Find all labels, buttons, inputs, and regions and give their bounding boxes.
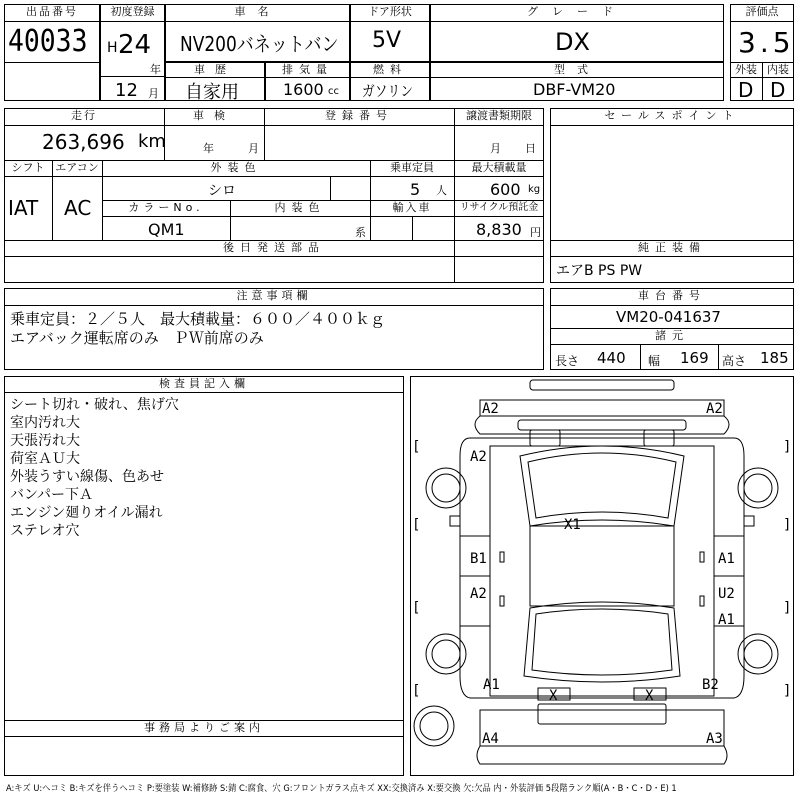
mark-right-front-door: A1 [718, 551, 735, 567]
mark-roof: X1 [564, 517, 581, 533]
mark-tail-right: X [645, 688, 654, 704]
int-label: 内装 [767, 63, 789, 76]
later-parts-label: 後日発送部品 [223, 241, 325, 254]
door-type: 5V [372, 28, 402, 53]
wid-label: 幅 [648, 354, 661, 368]
inspector-line-7: エンジン廻りオイル漏れ [10, 505, 163, 521]
intcolor-label: 内装色 [274, 201, 326, 214]
caution-line-1: 乗車定員：２／５人 最大積載量：６００／４００ｋｇ [10, 310, 386, 328]
inspect-label: 車検 [193, 109, 235, 122]
grade-label: グレード [527, 5, 627, 18]
color-label: 外装色 [210, 161, 262, 174]
int-grade: D [770, 78, 786, 102]
lot-label: 出品番号 [26, 5, 78, 18]
transfer-label: 譲渡書類期限 [466, 109, 532, 122]
car-name: NV200バネットバン [180, 32, 339, 56]
hei-label: 高さ [722, 354, 747, 368]
mileage: 263,696 [42, 130, 125, 154]
displacement: 1600 [283, 80, 324, 99]
mark-right-rear-door: U2 [718, 586, 735, 602]
caution-line-2: エアバック運転席のみ ＰＷ前席のみ [10, 329, 264, 347]
legend: A:キズ U:ヘコミ B:キズを伴うヘコミ P:要塗装 W:補修跡 S:錆 C:腐食、穴 G:フロントガラス点キズ XX:交換済み X:要交換 欠:欠品 内・外装評価 5段階ランク順(A・B・C・D・E) 1 [6, 784, 677, 794]
car-diagram [410, 376, 794, 776]
equip: エアB PS PW [556, 263, 643, 279]
equip-label: 純正装備 [638, 241, 706, 254]
load-unit: kg [528, 184, 541, 195]
month-unit: 月 [148, 87, 159, 100]
height: 185 [760, 349, 789, 367]
lot-number: 40033 [8, 24, 88, 59]
plate-label: 登録番号 [325, 109, 393, 122]
score-label: 評価点 [745, 5, 779, 18]
len-label: 長さ [555, 354, 580, 368]
name-label: 車名 [234, 5, 281, 18]
inspector-line-5: 外装うすい線傷、色あせ [10, 469, 164, 485]
year-unit: 年 [150, 63, 161, 76]
mileage-unit: km [138, 131, 166, 152]
mark-left-front-door: B1 [470, 551, 487, 567]
recycle-label: リサイクル預託金 [459, 202, 539, 213]
length: 440 [597, 349, 626, 367]
shift: IAT [8, 196, 39, 220]
mark-fl-bumper: A2 [482, 401, 499, 417]
mark-rear-bumper-left: A4 [482, 731, 499, 747]
shift-label: シフト [11, 161, 45, 174]
capacity: 5 [410, 180, 421, 199]
sales-label: セールスポイント [604, 109, 740, 122]
cap-unit: 人 [436, 184, 447, 197]
mileage-label: 走行 [71, 109, 97, 122]
mark-left-rear-door: A2 [470, 586, 487, 602]
transfer-day: 日 [525, 142, 536, 155]
bracket-close-3: ] [783, 600, 792, 616]
max-load: 600 [490, 180, 521, 199]
score: 3.5 [738, 26, 795, 59]
office-label: 事務局よりご案内 [144, 721, 264, 734]
model: DBF-VM20 [533, 80, 616, 99]
import-label: 輸入車 [392, 201, 432, 214]
code-label: カラーNo. [128, 201, 204, 214]
mark-tail-left: X [549, 688, 558, 704]
width: 169 [680, 349, 709, 367]
caution-label: 注意事項欄 [236, 289, 312, 302]
mark-right-rear: B2 [702, 677, 719, 693]
mark-right-rear-fender: A1 [718, 612, 735, 628]
bracket-close-4: ] [783, 683, 792, 699]
bracket-open-1: [ [412, 439, 421, 455]
ext-grade: D [738, 78, 754, 102]
inspector-line-6: バンパー下Ａ [10, 487, 94, 503]
mark-left-rear: A1 [483, 677, 500, 693]
bracket-open-4: [ [412, 683, 421, 699]
reg-month: 12 [115, 80, 138, 101]
dims-label: 諸元 [655, 329, 689, 342]
mark-hood: A2 [470, 449, 487, 465]
inspector-line-1: シート切れ・破れ、焦げ穴 [10, 397, 179, 413]
recycle-unit: 円 [530, 226, 541, 239]
fuel-label: 燃料 [373, 63, 407, 76]
recycle-fee: 8,830 [476, 220, 522, 239]
door-label: ドア形状 [368, 5, 412, 18]
inspector-line-2: 室内汚れ大 [10, 415, 80, 431]
sales-box [550, 108, 794, 241]
chassis-label: 車台番号 [638, 289, 706, 302]
chassis-number: VM20-041637 [616, 308, 721, 326]
mark-rear-bumper-right: A3 [706, 731, 723, 747]
reg-label: 初度登録 [110, 5, 155, 18]
history: 自家用 [185, 82, 239, 103]
load-label: 最大積載量 [471, 161, 527, 174]
ext-label: 外装 [735, 63, 757, 76]
color-code: QM1 [148, 220, 185, 239]
reg-year: 24 [118, 30, 152, 60]
fuel: ガソリン [362, 82, 414, 100]
bracket-open-3: [ [412, 600, 421, 616]
disp-unit: cc [328, 86, 339, 97]
disp-label: 排気量 [282, 63, 333, 76]
inspector-line-8: ステレオ穴 [10, 523, 80, 539]
ac-label: エアコン [55, 161, 99, 174]
intcolor-unit: 系 [355, 226, 366, 239]
bracket-close-1: ] [783, 439, 792, 455]
inspector-label: 検査員記入欄 [159, 377, 249, 390]
transfer-month: 月 [490, 142, 501, 155]
ac: AC [64, 196, 92, 220]
model-label: 型式 [554, 63, 600, 76]
cap-label: 乗車定員 [390, 161, 434, 174]
history-label: 車歴 [194, 63, 236, 76]
bracket-open-2: [ [412, 517, 421, 533]
inspector-line-4: 荷室ＡＵ大 [10, 451, 80, 467]
inspect-year: 年 [203, 142, 214, 155]
inspect-month: 月 [248, 142, 259, 155]
mark-fr-bumper: A2 [706, 401, 723, 417]
bracket-close-2: ] [783, 517, 792, 533]
inspector-line-3: 天張汚れ大 [10, 433, 80, 449]
grade: DX [555, 28, 590, 56]
ext-color: シロ [208, 183, 236, 199]
era: H [107, 40, 118, 56]
